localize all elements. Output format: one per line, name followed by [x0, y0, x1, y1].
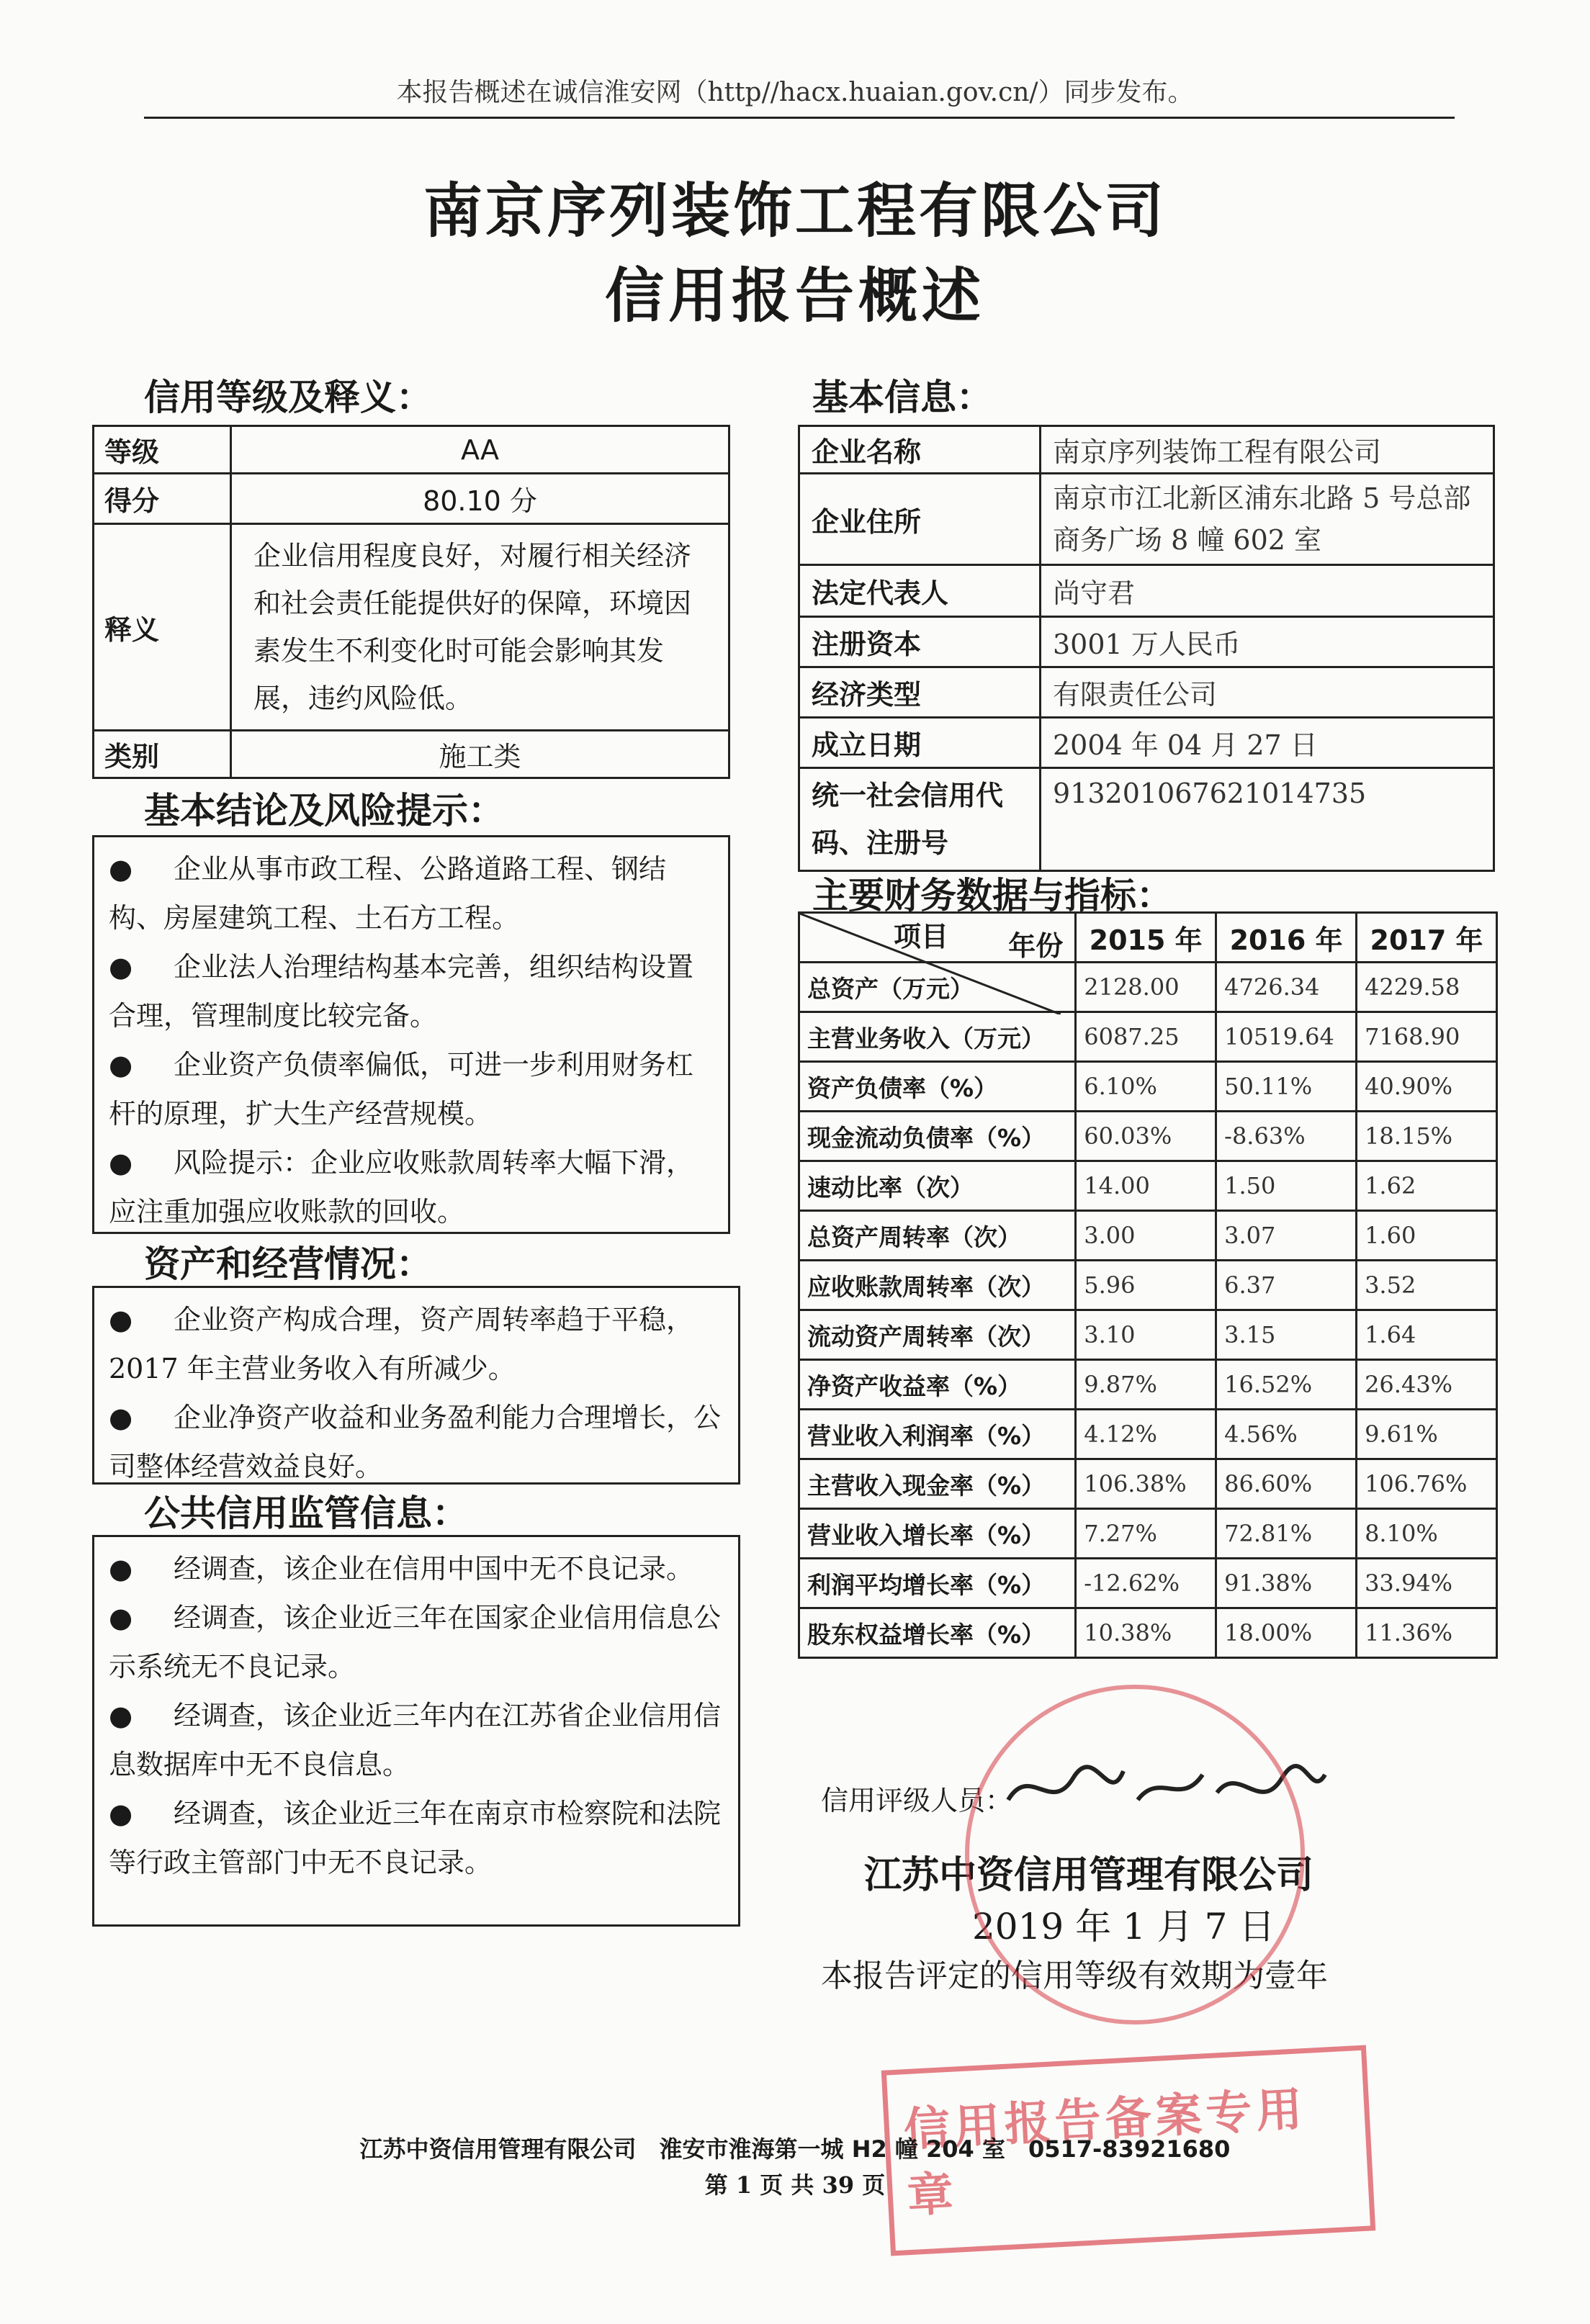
- value-cell: 18.15%: [1357, 1112, 1497, 1161]
- corner-year-label: 年份: [1008, 930, 1064, 962]
- company-name-label: 企业名称: [799, 426, 1041, 474]
- conclusion-box: [92, 835, 730, 1234]
- value-cell: 26.43%: [1357, 1360, 1497, 1410]
- list-item: ● 经调查，该企业近三年在国家企业信用信息公示系统无不良记录。: [109, 1593, 724, 1691]
- legal-rep-label: 法定代表人: [799, 565, 1041, 617]
- value-cell: 9.61%: [1357, 1410, 1497, 1459]
- document-title: 信用报告概述: [604, 262, 985, 330]
- row-label: 现金流动负债率（%）: [799, 1112, 1076, 1161]
- value-cell: 18.00%: [1216, 1608, 1357, 1658]
- value-cell: 4726.34: [1216, 963, 1357, 1012]
- value-cell: 106.38%: [1076, 1459, 1216, 1509]
- value-cell: 50.11%: [1216, 1062, 1357, 1112]
- basic-info-table: [798, 425, 1495, 872]
- row-label: 主营业务收入（万元）: [799, 1012, 1076, 1062]
- list-item: ● 经调查，该企业在信用中国中无不良记录。: [109, 1544, 724, 1593]
- econ-type-value: 有限责任公司: [1041, 667, 1494, 718]
- score-value: 80.10 分: [231, 474, 729, 524]
- value-cell: 16.52%: [1216, 1360, 1357, 1410]
- legal-rep-value: 尚守君: [1041, 565, 1494, 617]
- credit-level-heading: 信用等级及释义：: [144, 377, 432, 418]
- value-cell: 2128.00: [1076, 963, 1216, 1012]
- row-label: 流动资产周转率（次）: [799, 1310, 1076, 1360]
- list-item: ● 企业净资产收益和业务盈利能力合理增长，公司整体经营效益良好。: [109, 1393, 724, 1491]
- row-label: 主营收入现金率（%）: [799, 1459, 1076, 1509]
- value-cell: 7.27%: [1076, 1509, 1216, 1559]
- row-label: 股东权益增长率（%）: [799, 1608, 1076, 1658]
- bullet-icon: ●: [109, 1798, 133, 1829]
- econ-type-label: 经济类型: [799, 667, 1041, 718]
- table-row: [799, 1261, 1497, 1310]
- list-item: ● 经调查，该企业近三年在南京市检察院和法院等行政主管部门中无不良记录。: [109, 1789, 724, 1887]
- bullet-icon: ●: [109, 1700, 133, 1731]
- assets-heading: 资产和经营情况：: [144, 1243, 432, 1285]
- page-number: 第 1 页 共 39 页: [704, 2171, 886, 2199]
- score-label: 得分: [94, 474, 231, 524]
- raters-label: 信用评级人员：: [821, 1785, 1013, 1816]
- basic-info-heading: 基本信息：: [812, 377, 992, 418]
- assets-box: [92, 1286, 740, 1485]
- bullet-icon: ●: [109, 1602, 133, 1634]
- value-cell: 3.00: [1076, 1211, 1216, 1261]
- value-cell: 60.03%: [1076, 1112, 1216, 1161]
- value-cell: 5.96: [1076, 1261, 1216, 1310]
- row-label: 总资产周转率（次）: [799, 1211, 1076, 1261]
- value-cell: -8.63%: [1216, 1112, 1357, 1161]
- value-cell: 3.07: [1216, 1211, 1357, 1261]
- value-cell: 4.56%: [1216, 1410, 1357, 1459]
- row-label: 利润平均增长率（%）: [799, 1559, 1076, 1608]
- validity-note: 本报告评定的信用等级有效期为壹年: [821, 1958, 1328, 1994]
- list-item: ● 风险提示：企业应收账款周转率大幅下滑，应注重加强应收账款的回收。: [109, 1138, 714, 1236]
- value-cell: 7168.90: [1357, 1012, 1497, 1062]
- value-cell: 6.10%: [1076, 1062, 1216, 1112]
- table-row: [799, 1310, 1497, 1360]
- table-row: [799, 1509, 1497, 1559]
- table-row: [799, 1012, 1497, 1062]
- bullet-icon: ●: [109, 1147, 133, 1179]
- bullet-icon: ●: [109, 853, 133, 885]
- value-cell: 11.36%: [1357, 1608, 1497, 1658]
- year-header: 2017 年: [1357, 913, 1497, 963]
- corner-item-label: 项目: [894, 921, 949, 952]
- founded-value: 2004 年 04 月 27 日: [1041, 718, 1494, 768]
- credit-level-table: [92, 425, 730, 779]
- address-label: 企业住所: [799, 474, 1041, 565]
- row-label: 资产负债率（%）: [799, 1062, 1076, 1112]
- top-note: 本报告概述在诚信淮安网（http//hacx.huaian.gov.cn/）同步发布。: [396, 78, 1194, 107]
- table-row: [799, 1062, 1497, 1112]
- table-row: [799, 1211, 1497, 1261]
- table-row: [799, 1112, 1497, 1161]
- filing-stamp: 信用报告备案专用章: [881, 2045, 1376, 2256]
- credit-code-value: 91320106762101473​5: [1041, 768, 1494, 871]
- company-title: 南京序列装饰工程有限公司: [423, 177, 1167, 246]
- bullet-icon: ●: [109, 1049, 133, 1081]
- grade-label: 等级: [94, 426, 231, 474]
- corner-cell: [799, 913, 1076, 963]
- desc-value: 企业信用程度良好，对履行相关经济和社会责任能提供好的保障，环境因素发生不利变化时可能会影响其发展，违约风险低。: [231, 524, 729, 731]
- bullet-icon: ●: [109, 951, 133, 983]
- value-cell: 3.52: [1357, 1261, 1497, 1310]
- grade-value: AA: [231, 426, 729, 474]
- bullet-icon: ●: [109, 1402, 133, 1433]
- table-row: [799, 1559, 1497, 1608]
- value-cell: 1.62: [1357, 1161, 1497, 1211]
- rating-org: 江苏中资信用管理有限公司: [864, 1854, 1314, 1897]
- table-row: [799, 1161, 1497, 1211]
- finance-heading: 主要财务数据与指标：: [812, 875, 1172, 916]
- founded-label: 成立日期: [799, 718, 1041, 768]
- value-cell: 106.76%: [1357, 1459, 1497, 1509]
- conclusion-heading: 基本结论及风险提示：: [144, 790, 504, 832]
- value-cell: 4.12%: [1076, 1410, 1216, 1459]
- capital-value: 3001 万人民币: [1041, 617, 1494, 667]
- row-label: 速动比率（次）: [799, 1161, 1076, 1211]
- year-header: 2015 年: [1076, 913, 1216, 963]
- value-cell: 1.60: [1357, 1211, 1497, 1261]
- value-cell: 1.50: [1216, 1161, 1357, 1211]
- list-item: ● 企业资产负债率偏低，可进一步利用财务杠杆的原理，扩大生产经营规模。: [109, 1040, 714, 1138]
- public-heading: 公共信用监管信息：: [144, 1492, 468, 1534]
- value-cell: 91.38%: [1216, 1559, 1357, 1608]
- company-name-value: 南京序列装饰工程有限公司: [1041, 426, 1494, 474]
- value-cell: 9.87%: [1076, 1360, 1216, 1410]
- value-cell: 3.15: [1216, 1310, 1357, 1360]
- value-cell: 6.37: [1216, 1261, 1357, 1310]
- company-seal: [965, 1685, 1305, 2025]
- list-item: ● 企业法人治理结构基本完善，组织结构设置合理，管理制度比较完备。: [109, 942, 714, 1040]
- row-label: 营业收入增长率（%）: [799, 1509, 1076, 1559]
- credit-code-label: 统一社会信用代码、注册号: [799, 768, 1041, 871]
- bullet-icon: ●: [109, 1553, 133, 1585]
- value-cell: 86.60%: [1216, 1459, 1357, 1509]
- value-cell: 10.38%: [1076, 1608, 1216, 1658]
- year-header: 2016 年: [1216, 913, 1357, 963]
- table-row: [799, 1608, 1497, 1658]
- value-cell: -12.62%: [1076, 1559, 1216, 1608]
- row-label: 应收账款周转率（次）: [799, 1261, 1076, 1310]
- list-item: ● 经调查，该企业近三年内在江苏省企业信用信息数据库中无不良信息。: [109, 1691, 724, 1789]
- header-divider: [144, 117, 1455, 119]
- category-label: 类别: [94, 731, 231, 778]
- row-label: 营业收入利润率（%）: [799, 1410, 1076, 1459]
- row-label: 净资产收益率（%）: [799, 1360, 1076, 1410]
- value-cell: 1.64: [1357, 1310, 1497, 1360]
- value-cell: 72.81%: [1216, 1509, 1357, 1559]
- row-label: 总资产（万元）: [799, 963, 1076, 1012]
- value-cell: 4229.58: [1357, 963, 1497, 1012]
- table-row: [799, 1410, 1497, 1459]
- bullet-icon: ●: [109, 1304, 133, 1336]
- capital-label: 注册资本: [799, 617, 1041, 667]
- list-item: ● 企业从事市政工程、公路道路工程、钢结构、房屋建筑工程、土石方工程。: [109, 845, 714, 942]
- list-item: ● 企业资产构成合理，资产周转率趋于平稳，2017 年主营业务收入有所减少。: [109, 1295, 724, 1393]
- value-cell: 14.00: [1076, 1161, 1216, 1211]
- finance-table: [798, 911, 1498, 1659]
- value-cell: 10519.64: [1216, 1012, 1357, 1062]
- desc-label: 释义: [94, 524, 231, 731]
- category-value: 施工类: [231, 731, 729, 778]
- value-cell: 33.94%: [1357, 1559, 1497, 1608]
- value-cell: 8.10%: [1357, 1509, 1497, 1559]
- rating-date: 2019 年 1 月 7 日: [972, 1906, 1275, 1947]
- footer-contact: 江苏中资信用管理有限公司 淮安市淮海第一城 H2 幢 204 室 0517-83921680: [359, 2135, 1231, 2163]
- table-row: [799, 1459, 1497, 1509]
- address-value: 南京市江北新区浦东北路 5 号总部商务广场 8 幢 602 室: [1041, 474, 1494, 565]
- value-cell: 6087.25: [1076, 1012, 1216, 1062]
- table-row: [799, 1360, 1497, 1410]
- value-cell: 40.90%: [1357, 1062, 1497, 1112]
- value-cell: 3.10: [1076, 1310, 1216, 1360]
- public-box: [92, 1535, 740, 1927]
